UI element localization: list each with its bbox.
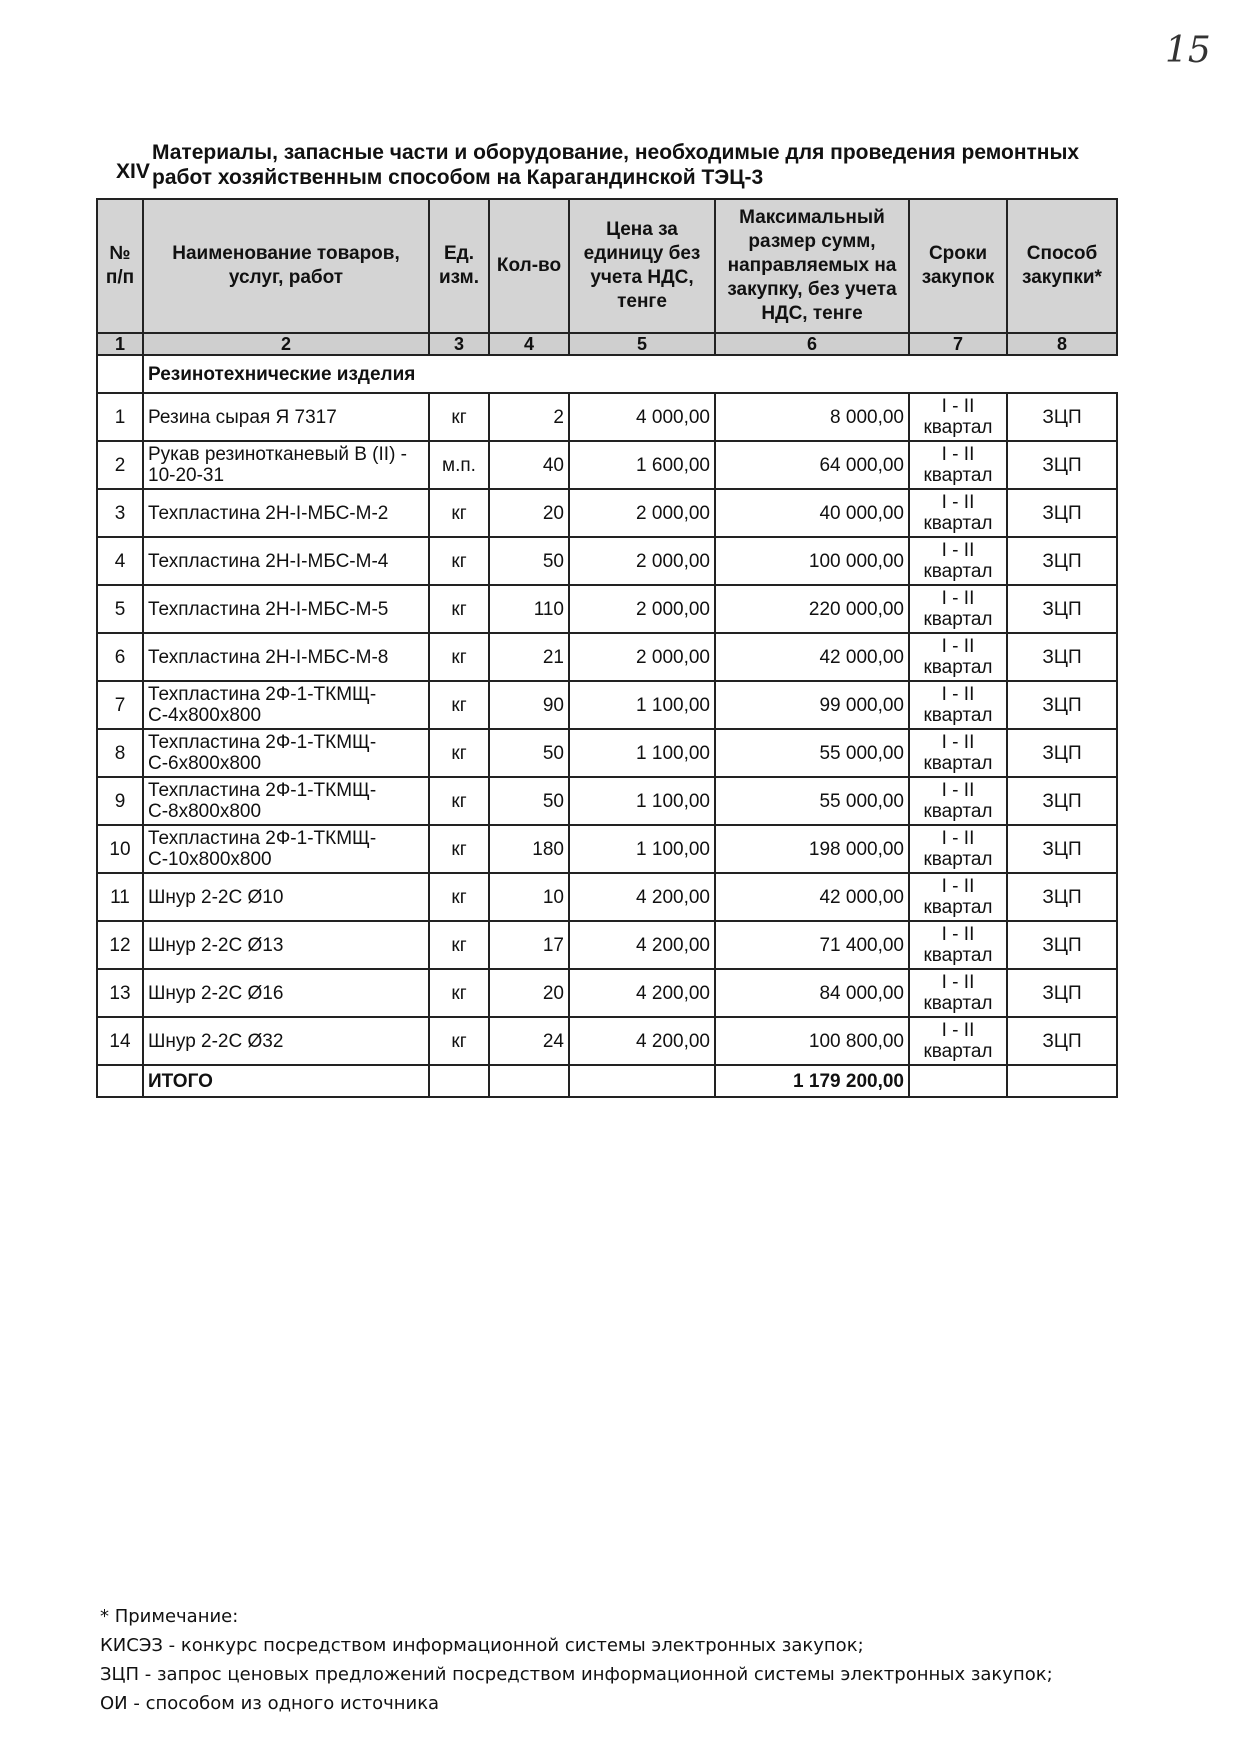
purchase-period — [909, 777, 1007, 825]
total-empty-cell — [569, 1065, 715, 1097]
period-unit: квартал — [923, 897, 993, 918]
period-range: I - II — [941, 588, 975, 609]
unit: кг — [429, 921, 489, 969]
row-number: 8 — [97, 729, 143, 777]
purchase-method: ЗЦП — [1007, 537, 1117, 585]
header-max-sum: Максимальный размер сумм, направляемых на закупку, без учета НДС, тенге — [715, 199, 909, 333]
row-number: 9 — [97, 777, 143, 825]
purchase-method: ЗЦП — [1007, 489, 1117, 537]
row-number: 10 — [97, 825, 143, 873]
purchase-method: ЗЦП — [1007, 633, 1117, 681]
unit-price: 1 100,00 — [569, 729, 715, 777]
table-row — [97, 489, 1117, 537]
period-unit: квартал — [923, 609, 993, 630]
max-sum: 42 000,00 — [715, 873, 909, 921]
period-unit: квартал — [923, 993, 993, 1014]
col-number: 6 — [715, 333, 909, 355]
period-range: I - II — [941, 492, 975, 513]
col-number: 3 — [429, 333, 489, 355]
period-unit: квартал — [923, 417, 993, 438]
section-number: XIV — [116, 160, 150, 183]
purchase-method: ЗЦП — [1007, 681, 1117, 729]
item-name: Техпластина 2Н-I-МБС-М-8 — [143, 633, 429, 681]
table-row — [97, 441, 1117, 489]
item-name: Рукав резинотканевый В (II) - 10-20-31 — [143, 441, 429, 489]
row-number: 2 — [97, 441, 143, 489]
unit-price: 1 600,00 — [569, 441, 715, 489]
header-num: № п/п — [97, 199, 143, 333]
row-number: 5 — [97, 585, 143, 633]
unit: м.п. — [429, 441, 489, 489]
max-sum: 8 000,00 — [715, 393, 909, 441]
note-zcp: ЗЦП - запрос ценовых предложений посредством информационной системы электронных закупок; — [100, 1664, 1053, 1685]
purchase-period — [909, 537, 1007, 585]
header-price: Цена за единицу без учета НДС, тенге — [569, 199, 715, 333]
row-number: 1 — [97, 393, 143, 441]
period-unit: квартал — [923, 753, 993, 774]
table-row — [97, 777, 1117, 825]
quantity: 20 — [489, 969, 569, 1017]
col-number: 2 — [143, 333, 429, 355]
purchase-period — [909, 681, 1007, 729]
purchase-period — [909, 1017, 1007, 1065]
total-empty-cell — [429, 1065, 489, 1097]
purchase-period — [909, 921, 1007, 969]
max-sum: 84 000,00 — [715, 969, 909, 1017]
table-row — [97, 729, 1117, 777]
unit-price: 2 000,00 — [569, 537, 715, 585]
purchase-method: ЗЦП — [1007, 1017, 1117, 1065]
period-unit: квартал — [923, 705, 993, 726]
total-row — [97, 1065, 1117, 1097]
max-sum: 55 000,00 — [715, 729, 909, 777]
column-number-row — [97, 333, 1117, 355]
purchase-method: ЗЦП — [1007, 441, 1117, 489]
item-name: Техпластина 2Ф-1-ТКМЩ-С-4х800х800 — [143, 681, 429, 729]
header-row — [97, 199, 1117, 333]
item-name: Техпластина 2Н-I-МБС-М-4 — [143, 537, 429, 585]
row-number: 12 — [97, 921, 143, 969]
col-number: 4 — [489, 333, 569, 355]
table-row — [97, 969, 1117, 1017]
purchase-method: ЗЦП — [1007, 729, 1117, 777]
note-oi: ОИ - способом из одного источника — [100, 1693, 440, 1714]
unit: кг — [429, 873, 489, 921]
row-number: 7 — [97, 681, 143, 729]
item-name: Техпластина 2Н-I-МБС-М-5 — [143, 585, 429, 633]
purchase-method: ЗЦП — [1007, 873, 1117, 921]
max-sum: 55 000,00 — [715, 777, 909, 825]
total-empty-cell — [97, 1065, 143, 1097]
purchase-period — [909, 441, 1007, 489]
max-sum: 100 800,00 — [715, 1017, 909, 1065]
row-number: 6 — [97, 633, 143, 681]
purchase-method: ЗЦП — [1007, 969, 1117, 1017]
header-terms: Сроки закупок — [909, 199, 1007, 333]
purchase-period — [909, 969, 1007, 1017]
period-range: I - II — [941, 684, 975, 705]
purchase-period — [909, 585, 1007, 633]
item-name: Техпластина 2Ф-1-ТКМЩ-С-8х800х800 — [143, 777, 429, 825]
quantity: 40 — [489, 441, 569, 489]
period-unit: квартал — [923, 801, 993, 822]
period-range: I - II — [941, 780, 975, 801]
quantity: 90 — [489, 681, 569, 729]
table-row — [97, 825, 1117, 873]
table-row — [97, 1017, 1117, 1065]
purchase-period — [909, 633, 1007, 681]
unit: кг — [429, 633, 489, 681]
max-sum: 220 000,00 — [715, 585, 909, 633]
period-range: I - II — [941, 444, 975, 465]
max-sum: 99 000,00 — [715, 681, 909, 729]
total-empty-cell — [489, 1065, 569, 1097]
item-name: Шнур 2-2С Ø16 — [143, 969, 429, 1017]
period-unit: квартал — [923, 1041, 993, 1062]
purchase-method: ЗЦП — [1007, 585, 1117, 633]
purchase-method: ЗЦП — [1007, 921, 1117, 969]
quantity: 180 — [489, 825, 569, 873]
period-range: I - II — [941, 924, 975, 945]
unit: кг — [429, 777, 489, 825]
unit: кг — [429, 729, 489, 777]
table-row — [97, 393, 1117, 441]
quantity: 21 — [489, 633, 569, 681]
purchase-method: ЗЦП — [1007, 777, 1117, 825]
period-range: I - II — [941, 396, 975, 417]
quantity: 110 — [489, 585, 569, 633]
row-number: 11 — [97, 873, 143, 921]
item-name: Техпластина 2Ф-1-ТКМЩ-С-6х800х800 — [143, 729, 429, 777]
quantity: 50 — [489, 729, 569, 777]
item-name: Шнур 2-2С Ø13 — [143, 921, 429, 969]
unit: кг — [429, 393, 489, 441]
unit-price: 4 200,00 — [569, 1017, 715, 1065]
max-sum: 100 000,00 — [715, 537, 909, 585]
period-range: I - II — [941, 876, 975, 897]
purchase-method: ЗЦП — [1007, 393, 1117, 441]
unit-price: 4 200,00 — [569, 969, 715, 1017]
unit-price: 2 000,00 — [569, 585, 715, 633]
period-unit: квартал — [923, 513, 993, 534]
header-name: Наименование товаров, услуг, работ — [143, 199, 429, 333]
period-unit: квартал — [923, 657, 993, 678]
total-empty-cell — [1007, 1065, 1117, 1097]
group-empty-cell — [97, 355, 143, 393]
period-unit: квартал — [923, 561, 993, 582]
period-range: I - II — [941, 1020, 975, 1041]
unit: кг — [429, 537, 489, 585]
group-title: Резинотехнические изделия — [143, 355, 1117, 393]
table-row — [97, 873, 1117, 921]
unit: кг — [429, 489, 489, 537]
total-empty-cell — [909, 1065, 1007, 1097]
unit: кг — [429, 969, 489, 1017]
table-row — [97, 585, 1117, 633]
item-name: Резина сырая Я 7317 — [143, 393, 429, 441]
unit-price: 4 200,00 — [569, 921, 715, 969]
row-number: 14 — [97, 1017, 143, 1065]
unit: кг — [429, 585, 489, 633]
period-range: I - II — [941, 828, 975, 849]
unit-price: 1 100,00 — [569, 681, 715, 729]
header-unit: Ед. изм. — [429, 199, 489, 333]
unit-price: 2 000,00 — [569, 633, 715, 681]
unit-price: 1 100,00 — [569, 825, 715, 873]
quantity: 50 — [489, 537, 569, 585]
row-number: 3 — [97, 489, 143, 537]
unit: кг — [429, 681, 489, 729]
period-range: I - II — [941, 636, 975, 657]
unit-price: 2 000,00 — [569, 489, 715, 537]
item-name: Шнур 2-2С Ø32 — [143, 1017, 429, 1065]
total-label: ИТОГО — [143, 1065, 429, 1097]
quantity: 24 — [489, 1017, 569, 1065]
max-sum: 64 000,00 — [715, 441, 909, 489]
quantity: 10 — [489, 873, 569, 921]
section-title: Материалы, запасные части и оборудование, необходимые для проведения ремонтных работ хозяйственным способом на Карагандинской ТЭЦ-3 — [152, 141, 1080, 189]
table-row — [97, 537, 1117, 585]
max-sum: 40 000,00 — [715, 489, 909, 537]
purchase-period — [909, 873, 1007, 921]
max-sum: 71 400,00 — [715, 921, 909, 969]
col-number: 7 — [909, 333, 1007, 355]
purchase-method: ЗЦП — [1007, 825, 1117, 873]
item-name: Техпластина 2Ф-1-ТКМЩ-С-10х800х800 — [143, 825, 429, 873]
group-row — [97, 355, 1117, 393]
note-heading: * Примечание: — [100, 1606, 239, 1627]
col-number: 8 — [1007, 333, 1117, 355]
period-range: I - II — [941, 732, 975, 753]
page-number: 15 — [1165, 30, 1211, 71]
table-row — [97, 921, 1117, 969]
row-number: 4 — [97, 537, 143, 585]
unit: кг — [429, 825, 489, 873]
header-method: Способ закупки* — [1007, 199, 1117, 333]
unit-price: 4 000,00 — [569, 393, 715, 441]
footnotes — [100, 1602, 1053, 1718]
purchase-period — [909, 489, 1007, 537]
unit: кг — [429, 1017, 489, 1065]
period-range: I - II — [941, 972, 975, 993]
max-sum: 198 000,00 — [715, 825, 909, 873]
item-name: Шнур 2-2С Ø10 — [143, 873, 429, 921]
note-kisez: КИСЭЗ - конкурс посредством информационной системы электронных закупок; — [100, 1635, 864, 1656]
period-unit: квартал — [923, 465, 993, 486]
col-number: 1 — [97, 333, 143, 355]
quantity: 17 — [489, 921, 569, 969]
unit-price: 1 100,00 — [569, 777, 715, 825]
period-unit: квартал — [923, 945, 993, 966]
header-qty: Кол-во — [489, 199, 569, 333]
table-row — [97, 681, 1117, 729]
quantity: 2 — [489, 393, 569, 441]
total-sum: 1 179 200,00 — [715, 1065, 909, 1097]
quantity: 20 — [489, 489, 569, 537]
item-name: Техпластина 2Н-I-МБС-М-2 — [143, 489, 429, 537]
purchase-period — [909, 393, 1007, 441]
quantity: 50 — [489, 777, 569, 825]
purchase-period — [909, 729, 1007, 777]
period-unit: квартал — [923, 849, 993, 870]
purchase-period — [909, 825, 1007, 873]
procurement-table — [96, 198, 1118, 1098]
table-row — [97, 633, 1117, 681]
max-sum: 42 000,00 — [715, 633, 909, 681]
period-range: I - II — [941, 540, 975, 561]
col-number: 5 — [569, 333, 715, 355]
unit-price: 4 200,00 — [569, 873, 715, 921]
row-number: 13 — [97, 969, 143, 1017]
